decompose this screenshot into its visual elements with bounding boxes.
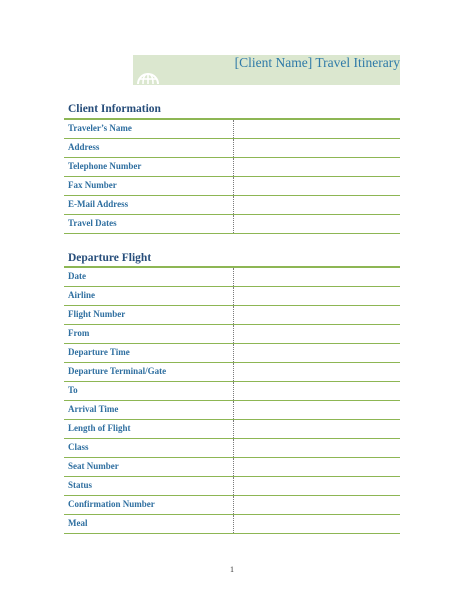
row-value-cell[interactable] — [233, 363, 401, 381]
client-information-table — [64, 118, 400, 234]
table-row — [64, 401, 400, 420]
row-label: E-Mail Address — [68, 199, 129, 209]
table-row — [64, 158, 400, 177]
row-label: Departure Time — [68, 347, 130, 357]
table-row — [64, 306, 400, 325]
row-label: Meal — [68, 518, 88, 528]
row-value-cell[interactable] — [233, 196, 401, 214]
row-label: Length of Flight — [68, 423, 131, 433]
table-row — [64, 420, 400, 439]
globe-icon — [136, 62, 160, 86]
row-value-cell[interactable] — [233, 139, 401, 157]
row-value-cell[interactable] — [233, 439, 401, 457]
row-label: Traveler’s Name — [68, 123, 132, 133]
row-value-cell[interactable] — [233, 287, 401, 305]
table-row — [64, 196, 400, 215]
table-row — [64, 477, 400, 496]
row-value-cell[interactable] — [233, 158, 401, 176]
row-value-cell[interactable] — [233, 477, 401, 495]
row-label: Address — [68, 142, 100, 152]
row-value-cell[interactable] — [233, 325, 401, 343]
table-row — [64, 458, 400, 477]
table-row — [64, 496, 400, 515]
row-label: Fax Number — [68, 180, 117, 190]
page-number: 1 — [230, 565, 234, 574]
row-value-cell[interactable] — [233, 344, 401, 362]
row-value-cell[interactable] — [233, 515, 401, 533]
table-row — [64, 344, 400, 363]
row-value-cell[interactable] — [233, 458, 401, 476]
row-value-cell[interactable] — [233, 177, 401, 195]
row-label: Telephone Number — [68, 161, 142, 171]
row-value-cell[interactable] — [233, 306, 401, 324]
row-label: To — [68, 385, 78, 395]
table-row — [64, 268, 400, 287]
row-value-cell[interactable] — [233, 268, 401, 286]
row-value-cell[interactable] — [233, 420, 401, 438]
table-row — [64, 287, 400, 306]
row-label: Travel Dates — [68, 218, 117, 228]
row-value-cell[interactable] — [233, 120, 401, 138]
row-label: Date — [68, 271, 86, 281]
row-value-cell[interactable] — [233, 401, 401, 419]
row-label: Class — [68, 442, 89, 452]
table-row — [64, 139, 400, 158]
row-label: Arrival Time — [68, 404, 119, 414]
row-label: From — [68, 328, 90, 338]
client-information-heading: Client Information — [68, 103, 161, 115]
table-row — [64, 515, 400, 534]
table-row — [64, 120, 400, 139]
row-label: Seat Number — [68, 461, 119, 471]
row-value-cell[interactable] — [233, 496, 401, 514]
row-label: Confirmation Number — [68, 499, 155, 509]
row-value-cell[interactable] — [233, 215, 401, 233]
table-row — [64, 325, 400, 344]
row-label: Flight Number — [68, 309, 126, 319]
row-label: Departure Terminal/Gate — [68, 366, 167, 376]
table-row — [64, 439, 400, 458]
row-label: Airline — [68, 290, 95, 300]
table-row — [64, 382, 400, 401]
table-row — [64, 215, 400, 234]
document-title: [Client Name] Travel Itinerary — [234, 55, 400, 70]
table-row — [64, 177, 400, 196]
row-value-cell[interactable] — [233, 382, 401, 400]
departure-flight-heading: Departure Flight — [68, 252, 152, 264]
departure-flight-table — [64, 266, 400, 534]
table-row — [64, 363, 400, 382]
row-label: Status — [68, 480, 93, 490]
